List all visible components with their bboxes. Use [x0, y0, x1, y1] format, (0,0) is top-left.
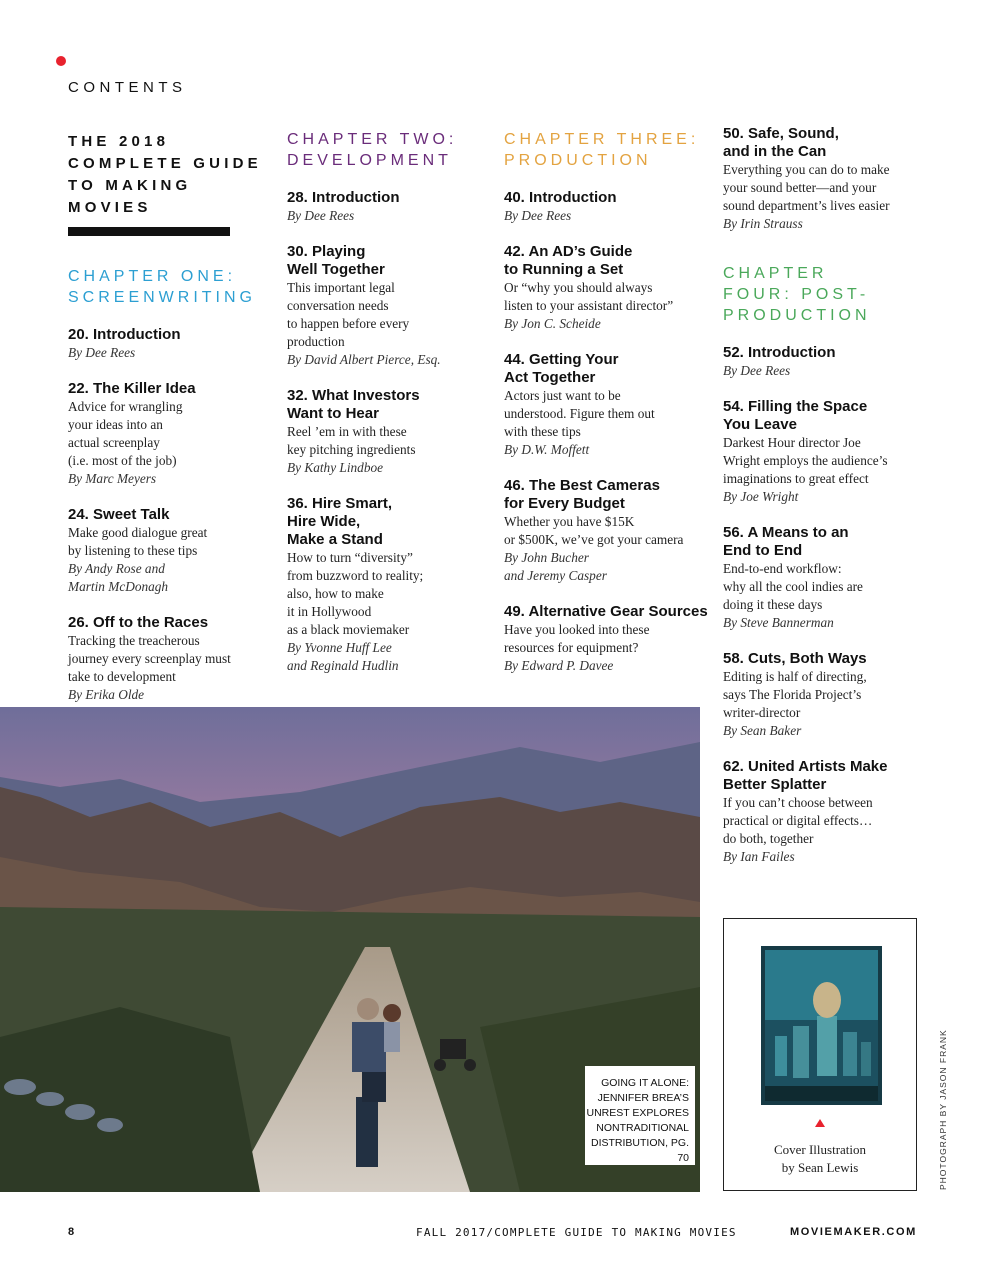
entry-description: Make good dialogue great by listening to these tips: [68, 525, 208, 558]
toc-entry[interactable]: [723, 758, 923, 866]
red-dot-icon: [56, 56, 66, 66]
site-link[interactable]: MOVIEMAKER.COM: [790, 1226, 917, 1238]
entry-byline: By Sean Baker: [723, 723, 802, 738]
entry-description: Have you looked into these resources for equipment?: [504, 622, 650, 655]
entry-title: 36. Hire Smart, Hire Wide, Make a Stand: [287, 495, 393, 548]
entry-description: Everything you can do to make your sound better—and your sound department’s lives easier: [723, 162, 890, 213]
issue-line: FALL 2017/COMPLETE GUIDE TO MAKING MOVIES: [416, 1226, 737, 1239]
toc-entry[interactable]: [287, 243, 487, 369]
entry-title: 30. Playing Well Together: [287, 243, 385, 278]
toc-entry[interactable]: [723, 650, 923, 740]
toc-entry[interactable]: [68, 506, 268, 596]
toc-entry[interactable]: [723, 344, 923, 380]
entry-title: 58. Cuts, Both Ways: [723, 650, 867, 667]
toc-entry[interactable]: [504, 603, 709, 675]
entry-byline: By Yvonne Huff Lee and Reginald Hudlin: [287, 640, 399, 673]
toc-entry[interactable]: [287, 387, 487, 477]
column-chapter-three: [504, 129, 709, 675]
cover-illustration-box: [723, 918, 917, 1191]
entry-byline: By Kathy Lindboe: [287, 460, 384, 475]
entry-title: 56. A Means to an End to End: [723, 524, 849, 559]
entry-description: This important legal conversation needs to happen before every production: [287, 280, 410, 349]
chapter-one-heading: CHAPTER ONE: SCREENWRITING: [68, 268, 256, 306]
toc-entry[interactable]: [68, 614, 268, 704]
cover-caption: Cover Illustration by Sean Lewis: [773, 1142, 867, 1175]
entry-byline: By Erika Olde: [68, 687, 145, 702]
toc-entry[interactable]: [723, 524, 923, 632]
entry-description: End-to-end workflow: why all the cool indies are doing it these days: [723, 561, 863, 612]
toc-entry[interactable]: [68, 380, 268, 488]
entry-title: 42. An AD’s Guide to Running a Set: [504, 243, 633, 278]
contents-heading: CONTENTS: [68, 79, 187, 96]
toc-entry[interactable]: [68, 326, 268, 362]
entry-byline: By D.W. Moffett: [504, 442, 590, 457]
entry-title: 50. Safe, Sound, and in the Can: [723, 125, 839, 160]
entry-byline: By Ian Failes: [723, 849, 795, 864]
entry-byline: By Steve Bannerman: [723, 615, 834, 630]
entry-byline: By David Albert Pierce, Esq.: [287, 352, 441, 367]
entry-byline: By Dee Rees: [68, 345, 136, 360]
toc-entry[interactable]: [504, 189, 709, 225]
cover-illustration: [761, 946, 882, 1105]
entry-title: 24. Sweet Talk: [68, 506, 170, 523]
entry-title: 32. What Investors Want to Hear: [287, 387, 420, 422]
entry-byline: By Andy Rose and Martin McDonagh: [68, 561, 169, 594]
entry-description: Reel ’em in with these key pitching ingredients: [287, 424, 416, 457]
entry-byline: By Irin Strauss: [723, 216, 803, 231]
entry-title: 54. Filling the Space You Leave: [723, 398, 868, 433]
chapter-three-heading: CHAPTER THREE: PRODUCTION: [504, 131, 700, 169]
entry-description: Editing is half of directing, says The Florida Project’s writer-director: [723, 669, 867, 720]
entry-byline: By Dee Rees: [504, 208, 572, 223]
entry-title: 22. The Killer Idea: [68, 380, 196, 397]
chapter-two-heading: CHAPTER TWO: DEVELOPMENT: [287, 131, 458, 169]
toc-entry[interactable]: [504, 351, 709, 459]
toc-entry[interactable]: [723, 398, 923, 506]
entry-title: 49. Alternative Gear Sources: [504, 603, 708, 620]
photo-credit: PHOTOGRAPH BY JASON FRANK: [938, 1029, 948, 1190]
entry-byline: By Joe Wright: [723, 489, 799, 504]
chapter-four-heading: CHAPTER FOUR: POST- PRODUCTION: [723, 265, 871, 324]
entry-title: 62. United Artists Make Better Splatter: [723, 758, 888, 793]
entry-description: If you can’t choose between practical or digital effects… do both, together: [723, 795, 873, 846]
entry-description: Actors just want to be understood. Figure them out with these tips: [504, 388, 655, 439]
page-number: 8: [68, 1226, 75, 1238]
entry-description: Whether you have $15K or $500K, we’ve got your camera: [504, 514, 684, 547]
entry-title: 26. Off to the Races: [68, 614, 209, 631]
triangle-marker-icon: [815, 1119, 825, 1127]
entry-title: 52. Introduction: [723, 344, 836, 361]
entry-description: How to turn “diversity” from buzzword to reality; also, how to make it in Hollywood as a black moviemaker: [287, 550, 424, 637]
entry-description: Or “why you should always listen to your assistant director”: [504, 280, 674, 313]
entry-title: 40. Introduction: [504, 189, 617, 206]
entry-description: Advice for wrangling your ideas into an actual screenplay (i.e. most of the job): [68, 399, 183, 468]
toc-entry[interactable]: [287, 189, 487, 225]
column-chapter-one: [68, 131, 268, 704]
entry-title: 20. Introduction: [68, 326, 181, 343]
entry-description: Darkest Hour director Joe Wright employs the audience’s imaginations to great effect: [723, 435, 888, 486]
entry-description: Tracking the treacherous journey every screenplay must take to development: [68, 633, 231, 684]
entry-title: 28. Introduction: [287, 189, 400, 206]
title-rule: [68, 227, 230, 236]
column-chapter-four: [723, 125, 923, 866]
column-chapter-two: [287, 129, 487, 675]
entry-title: 46. The Best Cameras for Every Budget: [504, 477, 660, 512]
entry-byline: By Jon C. Scheide: [504, 316, 601, 331]
entry-byline: By John Bucher and Jeremy Casper: [504, 550, 607, 583]
toc-entry[interactable]: [287, 495, 487, 675]
toc-entry[interactable]: [504, 243, 709, 333]
guide-title: THE 2018 COMPLETE GUIDE TO MAKING MOVIES: [68, 133, 262, 216]
entry-byline: By Marc Meyers: [68, 471, 157, 486]
toc-entry[interactable]: [504, 477, 709, 585]
photo-caption: GOING IT ALONE: JENNIFER BREA’S UNREST EXPLORES NONTRADITIONAL DISTRIBUTION, PG. 70: [585, 1066, 695, 1165]
entry-byline: By Dee Rees: [723, 363, 791, 378]
entry-title: 44. Getting Your Act Together: [504, 351, 619, 386]
entry-byline: By Edward P. Davee: [504, 658, 614, 673]
toc-entry[interactable]: [723, 125, 923, 233]
entry-byline: By Dee Rees: [287, 208, 355, 223]
